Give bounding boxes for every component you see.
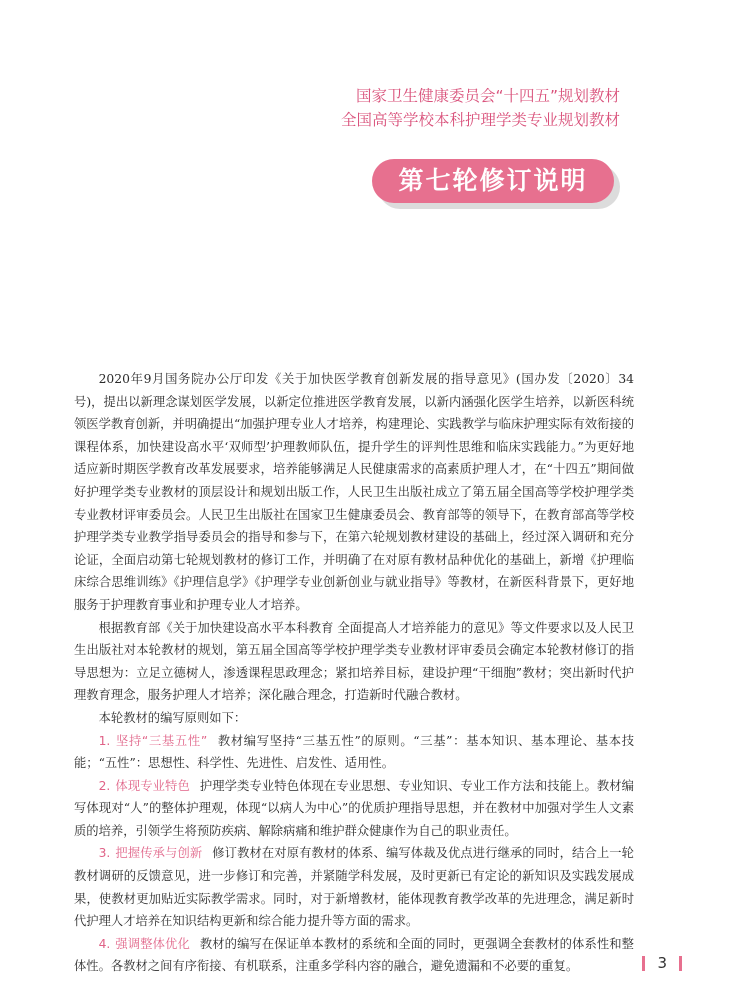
principle-title: 强调整体优化 xyxy=(115,936,190,951)
page-divider-right xyxy=(679,956,682,971)
principle-title: 体现专业特色 xyxy=(115,778,190,793)
principle-number: 3. xyxy=(98,846,111,861)
main-content xyxy=(74,368,634,978)
principle-heading xyxy=(99,779,200,793)
paragraph-3: 本轮教材的编写原则如下： xyxy=(98,710,247,725)
paragraph-1: 2020年9月国务院办公厅印发《关于加快医学教育创新发展的指导意见》(国办发〔2020〕34号)，提出以新理念谋划医学发展，以新定位推进医学教育发展，以新内涵强化医学生培养，以新医科统领医学教育创新，并明确提出“加强护理专业人才培养，构建理论、实践教学与临床护理实际有效衔接的课程体系，加快建设高水平‘双师型’护理教师队伍，提升学生的评判性思维和临床实践能力。”为更好地适应新时期医学教育改革发展要求，培养能够满足人民健康需求的高素质护理人才，在“十四五”期间做好护理学类专业教材的顶层设计和规划出版工作，人民卫生出版社成立了第五届全国高等学校护理学类专业教材评审委员会。人民卫生出版社在国家卫生健康委员会、教育部等的领导下，在教育部高等学校护理学类专业教学指导委员会的指导和参与下，在第六轮规划教材建设的基础上，经过深入调研和充分论证，全面启动第七轮规划教材的修订工作，并明确了在对原有教材品种优化的基础上，新增《护理临床综合思维训练》《护理信息学》《护理学专业创新创业与就业指导》等教材，在新医科背景下，更好地服务于护理教育事业和护理专业人才培养。 xyxy=(74,372,634,612)
principle-number: 1. xyxy=(98,733,111,748)
paragraph-2: 根据教育部《关于加快建设高水平本科教育 全面提高人才培养能力的意见》等文件要求以及人民卫生出版社对本轮教材的规划，第五届全国高等学校护理学类专业教材评审委员会确定本轮教材修订的指导思想为：立足立德树人，渗透课程思政理念；紧扣培养目标，建设护理“干细胞”教材；突出新时代护理教育理念，服务护理人才培养；深化融合理念，打造新时代融合教材。 xyxy=(74,620,634,703)
principle-item-4 xyxy=(74,933,634,978)
page-number: 3 xyxy=(657,954,667,972)
title-banner xyxy=(372,159,614,203)
principle-text: 修订教材在对原有教材的体系、编写体裁及优点进行继承的同时，结合上一轮教材调研的反馈意见，进一步修订和完善，并紧随学科发展，及时更新已有定论的新知识及实践发展成果，使教材更加贴近实际教学需求。同时，对于新增教材，能体现教育教学改革的先进理念，满足新时代护理人才培养在知识结构更新和综合能力提升等方面的需求。 xyxy=(74,846,634,929)
principle-text: 护理学类专业特色体现在专业思想、专业知识、专业工作方法和技能上。教材编写体现对“人”的整体护理观，体现“以病人为中心”的优质护理指导思想，并在教材中加强对学生人文素质的培养，引领学生将预防疾病、解除病痛和维护群众健康作为自己的职业责任。 xyxy=(74,778,634,838)
principle-item-3 xyxy=(74,842,634,932)
series-header xyxy=(341,84,620,132)
principle-text: 教材的编写在保证单本教材的系统和全面的同时，更强调全套教材的体系性和整体性。各教材之间有序衔接、有机联系，注重多学科内容的融合，避免遗漏和不必要的重复。 xyxy=(74,936,634,974)
principle-number: 2. xyxy=(98,778,111,793)
principle-heading xyxy=(99,937,200,951)
principle-heading xyxy=(99,734,218,748)
principle-heading xyxy=(99,846,213,860)
page-divider-left xyxy=(642,956,645,971)
page-title: 第七轮修订说明 xyxy=(372,159,614,203)
principle-title: 坚持“三基五性” xyxy=(115,733,208,748)
principle-title: 把握传承与创新 xyxy=(115,846,203,861)
page-footer xyxy=(642,954,682,972)
series-line-1: 国家卫生健康委员会“十四五”规划教材 xyxy=(355,87,620,105)
principle-text: 教材编写坚持“三基五性”的原则。“三基”：基本知识、基本理论、基本技能；“五性”：思想性、科学性、先进性、启发性、适用性。 xyxy=(74,733,634,771)
principle-item-2 xyxy=(74,775,634,843)
series-line-2: 全国高等学校本科护理学类专业规划教材 xyxy=(340,111,620,129)
principle-number: 4. xyxy=(98,936,111,951)
principle-item-1 xyxy=(74,730,634,775)
